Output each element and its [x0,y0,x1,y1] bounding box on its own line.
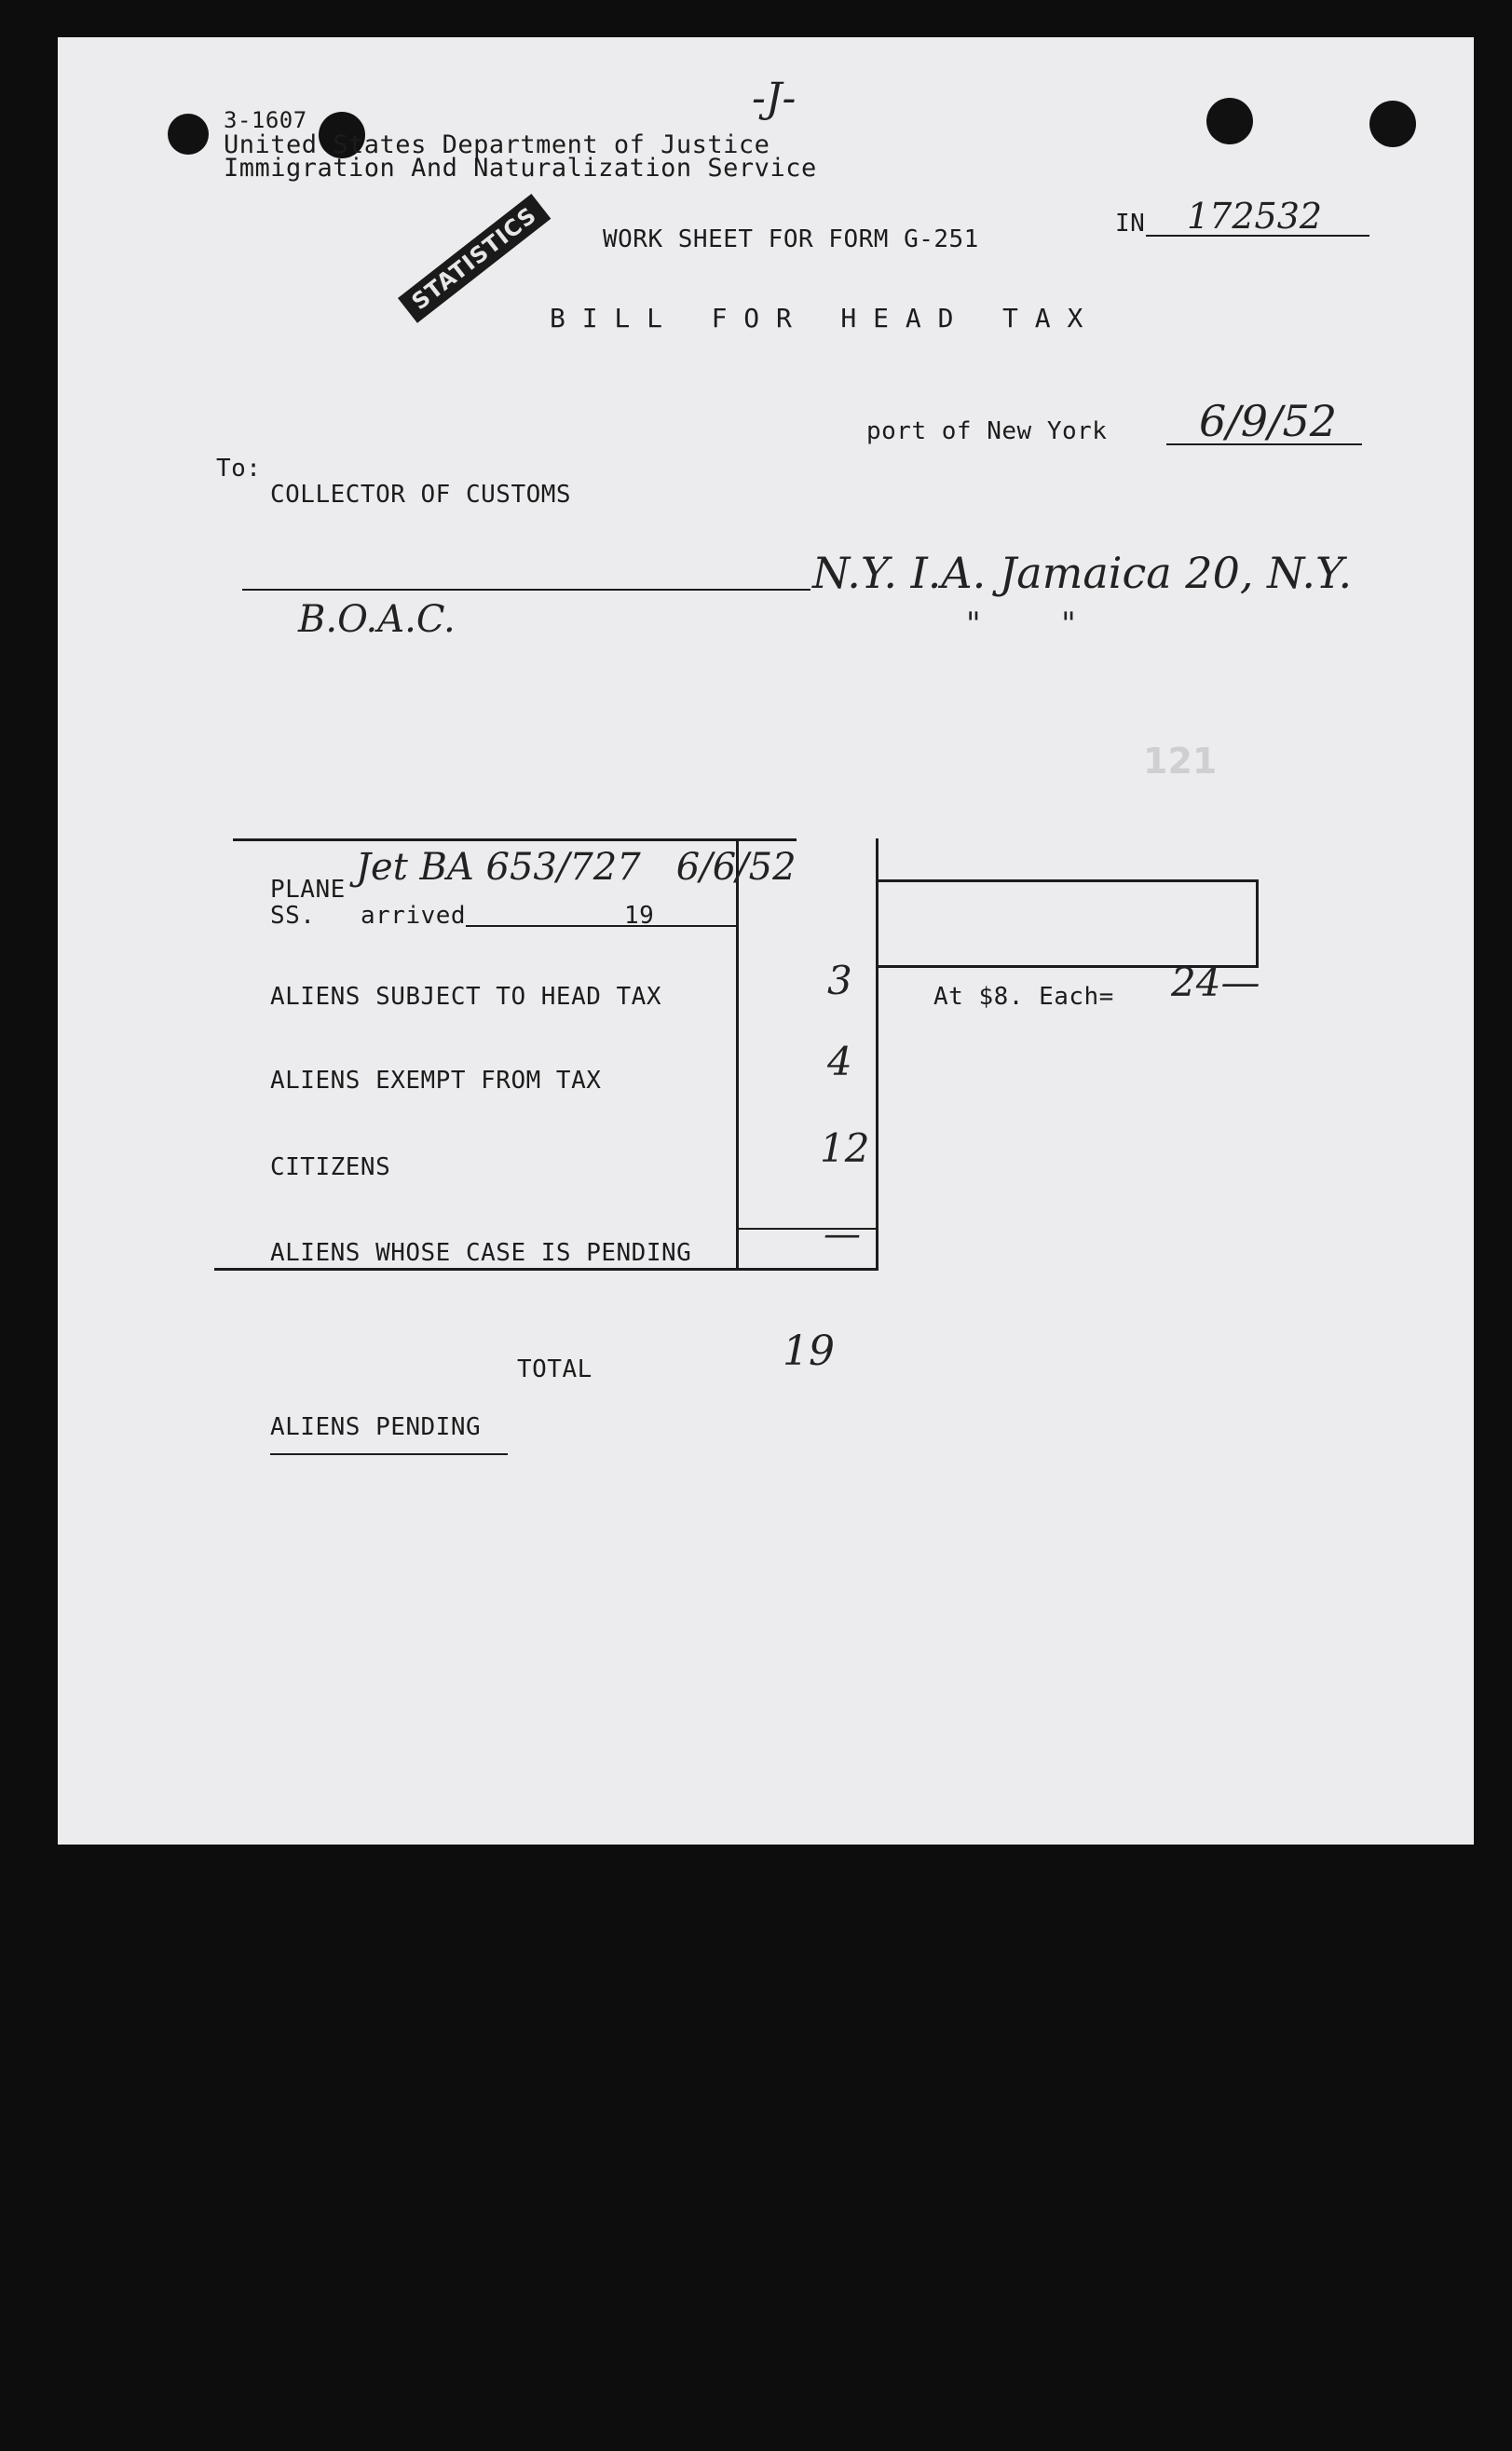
row-label-aliens-subject: ALIENS SUBJECT TO HEAD TAX [270,983,661,1011]
faint-number: 121 [1143,741,1218,782]
aliens-pending-label: ALIENS PENDING [270,1413,482,1441]
rate-amount: 24— [1171,960,1260,1005]
addressee-line [242,589,810,591]
row-label-citizens: CITIZENS [270,1153,391,1181]
table-inner-divider [736,838,739,1269]
plane-label: PLANE [270,876,346,904]
table-bottom-line [214,1268,879,1271]
total-value: 19 [783,1328,835,1375]
agency-line-1: United States Department of Justice [224,130,770,159]
row-label-aliens-pending: ALIENS WHOSE CASE IS PENDING [270,1239,692,1267]
agency-line-2: Immigration And Naturalization Service [224,154,817,183]
table-top-line [233,838,797,841]
aliens-pending-underline [270,1453,508,1455]
port-date: 6/9/52 [1199,396,1338,446]
row-value-aliens-subject: 3 [827,958,852,1003]
row-value-citizens: 12 [820,1125,870,1171]
punch-hole-right-1 [1206,98,1253,144]
form-number: 3-1607 [224,107,307,133]
top-mark: -J- [752,75,797,122]
to-label: To: [216,455,262,483]
port-label: port of New York [866,417,1108,445]
worksheet-title: WORK SHEET FOR FORM G-251 [603,225,979,253]
arrived-row-line [466,925,738,927]
row-value-aliens-pending: — [824,1213,861,1256]
statistics-stamp: STATISTICS [398,194,551,323]
arrived-label: arrived [361,902,467,930]
bill-title: B I L L F O R H E A D T A X [550,303,1083,334]
row-label-aliens-exempt: ALIENS EXEMPT FROM TAX [270,1067,602,1095]
year-prefix: 19 [624,902,655,930]
row-value-aliens-exempt: 4 [827,1039,852,1084]
punch-hole-right-2 [1369,101,1416,147]
in-number: 172532 [1187,196,1323,237]
rate-box [876,879,1259,968]
collector-of-customs: COLLECTOR OF CUSTOMS [270,481,572,509]
rate-label: At $8. Each= [933,983,1114,1011]
punch-hole-left [168,114,209,155]
document-sheet [58,37,1474,1845]
ss-label: SS. [270,902,316,930]
carrier-location: N.Y. I.A. Jamaica 20, N.Y. [812,548,1353,598]
plane-value: Jet BA 653/727 6/6/52 [356,846,797,889]
total-label: TOTAL [517,1355,593,1383]
ditto-marks: " " [966,606,1076,643]
carrier-name: B.O.A.C. [298,598,456,641]
in-label: IN [1115,210,1146,238]
